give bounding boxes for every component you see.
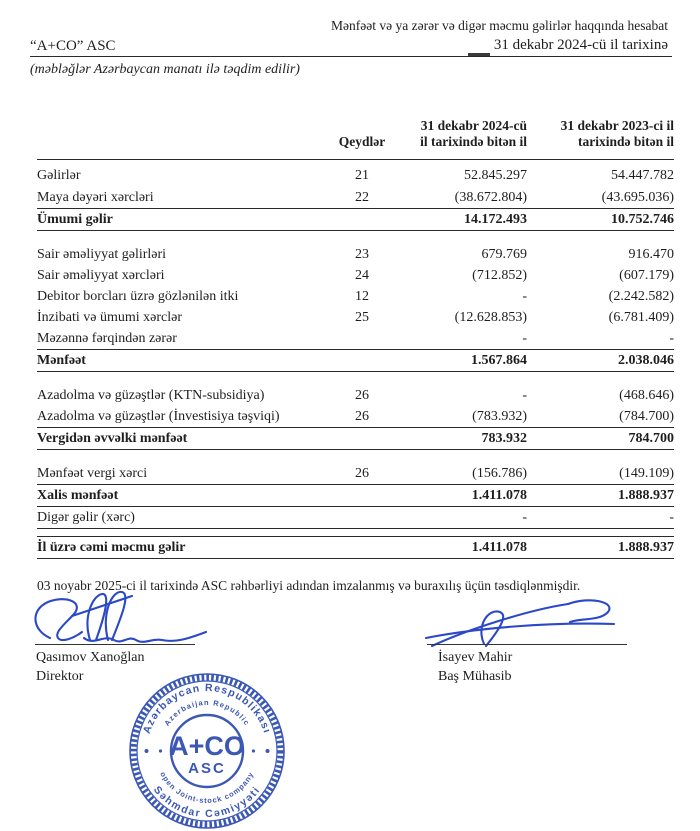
cell-note: 25 (355, 309, 369, 325)
cell-v2023: (2.242.582) (608, 288, 674, 304)
cell-v2023: (607.179) (619, 267, 674, 283)
header-2023-line1: 31 dekabr 2023-ci il (560, 118, 674, 133)
accountant-signature (418, 596, 638, 651)
header-2024-line2: il tarixində bitən il (420, 134, 527, 149)
cell-v2023: 916.470 (628, 246, 674, 262)
cell-label: Xalis mənfəət (37, 487, 119, 503)
cell-label: Vergidən əvvəlki mənfəət (37, 430, 188, 446)
header-rule (30, 56, 672, 57)
row-gap (37, 372, 674, 385)
stamp-text-inner-top: Azerbaijan Republic (162, 697, 252, 728)
stamp-center-sub: ASC (188, 760, 226, 777)
accountant-name: İsayev Mahir (438, 650, 513, 665)
cell-label: Debitor borcları üzrə gözlənilən itki (37, 288, 239, 304)
cell-v2024: (712.852) (472, 267, 527, 283)
table-row (37, 406, 674, 428)
cell-label: Sair əməliyyat xərcləri (37, 267, 165, 283)
cell-note: 24 (355, 267, 369, 283)
cell-label: Mənfəət (37, 352, 86, 368)
income-statement-table (37, 118, 674, 559)
cell-label: İl üzrə cəmi məcmu gəlir (37, 539, 186, 555)
header-year-2023 (527, 118, 674, 150)
currency-note: (məbləğlər Azərbaycan manatı ilə təqdim edilir) (30, 62, 300, 77)
document-title: Mənfəət və ya zərər və digər məcmu gəlirlər haqqında hesabat (331, 18, 668, 33)
table-row (37, 485, 674, 507)
director-name: Qasımov Xanoğlan (36, 650, 145, 665)
cell-label: Digər gəlir (xərc) (37, 509, 135, 525)
cell-v2023: 10.752.746 (611, 211, 674, 227)
cell-v2023: (468.646) (619, 387, 674, 403)
cell-v2023: (6.781.409) (608, 309, 674, 325)
header-year-2024 (397, 118, 527, 150)
table-row (37, 209, 674, 231)
table-row (37, 187, 674, 209)
table-row (37, 244, 674, 265)
cell-note: 26 (355, 408, 369, 424)
approval-statement: 03 noyabr 2025-ci il tarixində ASC rəhbərliyi adından imzalanmış və buraxılış üçün təsdiqlənmişdir. (37, 578, 581, 593)
cell-v2024: - (522, 509, 527, 525)
table-row (37, 463, 674, 485)
stamp-text-inner-bottom: open Joint-stock company (158, 770, 256, 806)
row-gap (37, 450, 674, 463)
cell-note: 12 (355, 288, 369, 304)
table-row (37, 328, 674, 350)
director-title: Direktor (36, 669, 84, 684)
cell-v2024: 1.411.078 (471, 487, 527, 503)
cell-label: Maya dəyəri xərcləri (37, 189, 154, 205)
cell-v2023: 1.888.937 (618, 487, 674, 503)
cell-v2023: 1.888.937 (618, 539, 674, 555)
cell-v2023: - (669, 509, 674, 525)
table-row (37, 536, 674, 559)
table-row (37, 350, 674, 372)
accountant-title: Baş Mühasib (438, 669, 512, 684)
row-gap (37, 529, 674, 536)
cell-note: 26 (355, 465, 369, 481)
director-signature (28, 588, 263, 648)
header-notes: Qeydlər (338, 134, 386, 149)
accountant-signature-line (427, 644, 627, 645)
cell-v2023: (784.700) (619, 408, 674, 424)
report-date: 31 dekabr 2024-cü il tarixinə (493, 37, 668, 53)
header-2023-line2: tarixində bitən il (577, 134, 674, 149)
cell-v2023: 784.700 (628, 430, 674, 446)
cell-label: Gəlirlər (37, 167, 81, 183)
cell-v2024: - (522, 387, 527, 403)
header-2024-line1: 31 dekabr 2024-cü (420, 118, 527, 133)
stamp-center-main: A+CO (169, 731, 245, 761)
cell-note: 22 (355, 189, 369, 205)
cell-v2023: (43.695.036) (601, 189, 674, 205)
cell-v2024: 679.769 (481, 246, 527, 262)
cell-label: Ümumi gəlir (37, 211, 113, 227)
table-row (37, 160, 674, 187)
cell-v2024: 14.172.493 (464, 211, 527, 227)
table-header-row (37, 118, 674, 160)
cell-label: Mənfəət vergi xərci (37, 465, 148, 481)
cell-v2023: 2.038.046 (618, 352, 674, 368)
director-signature-line (35, 644, 195, 645)
cell-v2024: - (522, 288, 527, 304)
company-stamp (128, 672, 286, 830)
cell-note: 23 (355, 246, 369, 262)
cell-label: Sair əməliyyat gəlirləri (37, 246, 167, 262)
cell-v2024: (156.786) (472, 465, 527, 481)
cell-label: İnzibati və ümumi xərclər (37, 309, 182, 325)
stamp-text-outer-bottom: Səhmdar Cəmiyyəti (150, 783, 263, 821)
cell-v2023: - (669, 330, 674, 346)
cell-v2024: 1.411.078 (471, 539, 527, 555)
table-row (37, 307, 674, 328)
cell-label: Azadolma və güzəştlər (KTN-subsidiya) (37, 387, 265, 403)
cell-v2023: 54.447.782 (611, 167, 674, 183)
table-rows (37, 160, 674, 559)
company-name: “A+CO” ASC (30, 38, 116, 54)
cell-v2024: 1.567.864 (471, 352, 527, 368)
table-row (37, 385, 674, 406)
cell-v2024: (12.628.853) (454, 309, 527, 325)
table-row (37, 507, 674, 529)
table-row (37, 286, 674, 307)
cell-v2024: (783.932) (472, 408, 527, 424)
cell-label: Məzənnə fərqindən zərər (37, 330, 177, 346)
cell-v2024: (38.672.804) (454, 189, 527, 205)
cell-note: 26 (355, 387, 369, 403)
cell-note: 21 (355, 167, 369, 183)
cell-label: Azadolma və güzəştlər (İnvestisiya təşviqi) (37, 408, 280, 424)
cell-v2024: 52.845.297 (464, 167, 527, 183)
cell-v2023: (149.109) (619, 465, 674, 481)
table-row (37, 428, 674, 450)
cell-v2024: - (522, 330, 527, 346)
table-row (37, 265, 674, 286)
cell-v2024: 783.932 (481, 430, 527, 446)
stamp-text-outer-top: Azərbaycan Respublikası (140, 681, 274, 736)
row-gap (37, 231, 674, 244)
